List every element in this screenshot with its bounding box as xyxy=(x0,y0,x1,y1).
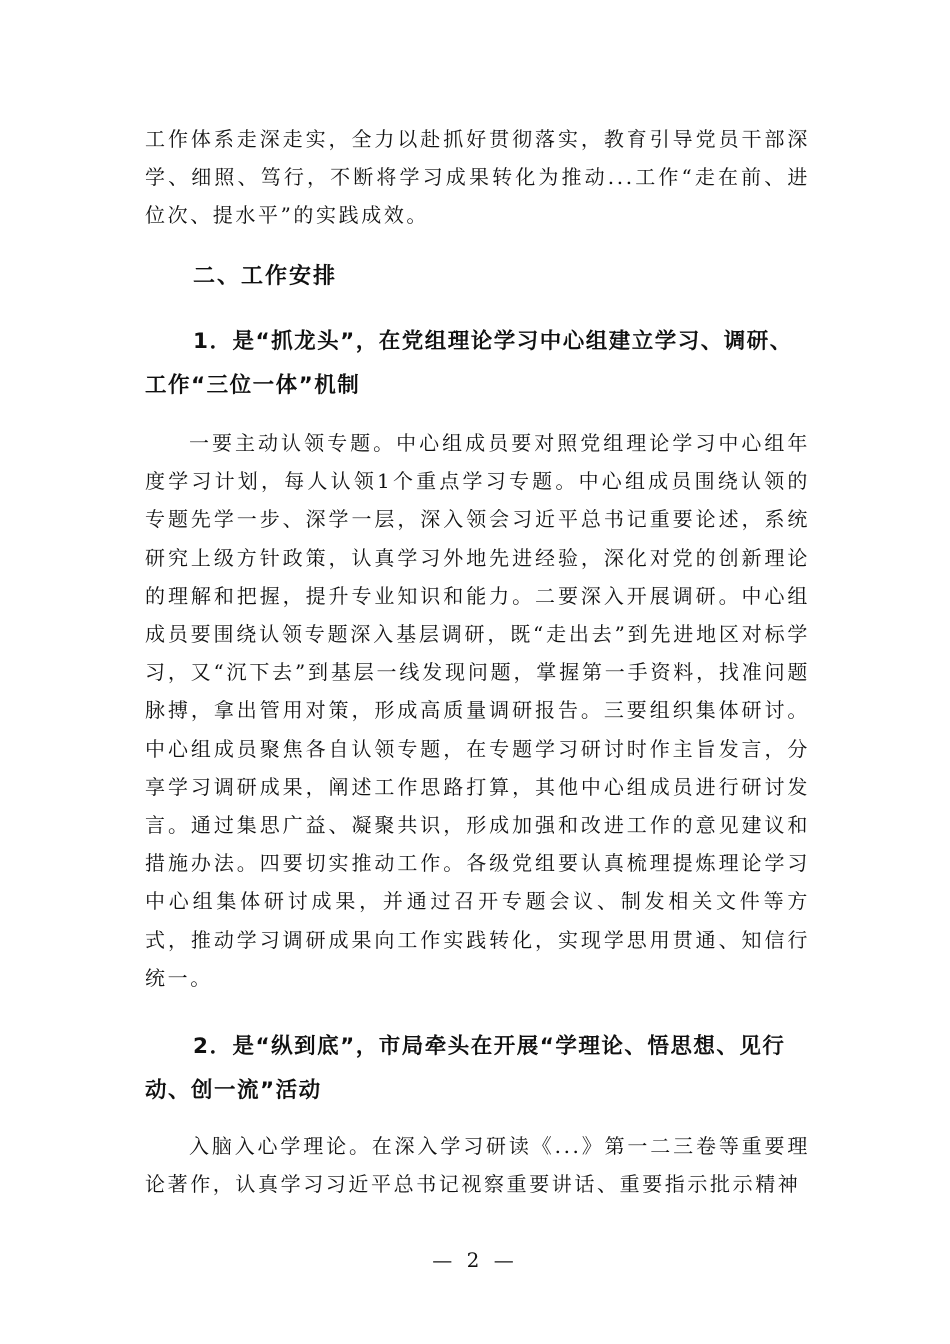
item1-paragraph: 一要主动认领专题。中心组成员要对照党组理论学习中心组年度学习计划，每人认领1个重点学习专题。中心组成员围绕认领的专题先学一步、深学一层，深入领会习近平总书记重要论述，系统研究上级方针政策，认真学习外地先进经验，深化对党的创新理论的理解和把握，提升专业知识和能力。二要深入开展调研。中心组成员要围绕认领专题深入基层调研，既“走出去”到先进地区对标学习，又“沉下去”到基层一线发现问题，掌握第一手资料，找准问题脉搏，拿出管用对策，形成高质量调研报告。三要组织集体研讨。中心组成员聚焦各自认领专题，在专题学习研讨时作主旨发言，分享学习调研成果，阐述工作思路打算，其他中心组成员进行研讨发言。通过集思广益、凝聚共识，形成加强和改进工作的意见建议和措施办法。四要切实推动工作。各级党组要认真梳理提炼理论学习中心组集体研讨成果，并通过召开专题会议、制发相关文件等方式，推动学习调研成果向工作实践转化，实现学思用贯通、知信行统一。 xyxy=(145,431,810,990)
page-number: — 2 — xyxy=(432,1248,518,1272)
item2-heading: 2．是“纵到底”，市局牵头在开展“学理论、悟思想、见行动、创一流”活动 xyxy=(145,1034,786,1103)
intro-paragraph: 工作体系走深走实，全力以赴抓好贯彻落实，教育引导党员干部深学、细照、笃行，不断将学习成果转化为推动...工作“走在前、进位次、提水平”的实践成效。 xyxy=(145,127,810,228)
item2-paragraph: 入脑入心学理论。在深入学习研读《...》第一二三卷等重要理论著作，认真学习习近平总书记视察重要讲话、重要指示批示精神 xyxy=(145,1134,810,1197)
section-heading: 二、工作安排 xyxy=(193,264,338,289)
item1-heading: 1．是“抓龙头”，在党组理论学习中心组建立学习、调研、工作“三位一体”机制 xyxy=(145,329,793,398)
